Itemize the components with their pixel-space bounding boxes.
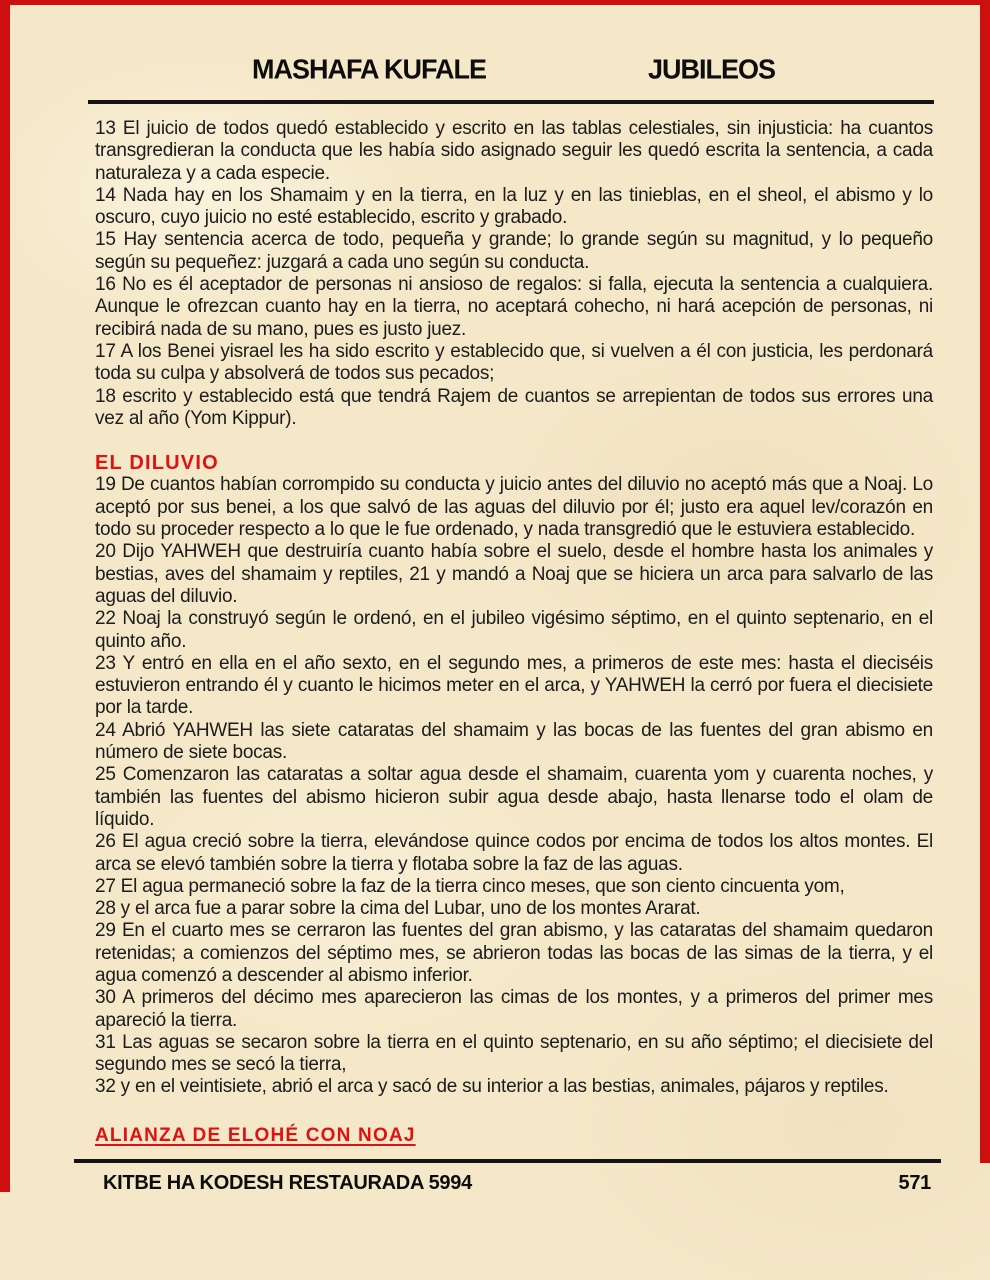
footer-rule: [74, 1159, 941, 1163]
verse-22: 22 Noaj la construyó según le ordenó, en el jubileo vigésimo séptimo, en el quinto septenario, en el quinto año.: [95, 608, 933, 652]
page-number: 571: [898, 1172, 931, 1195]
verse-14: 14 Nada hay en los Shamaim y en la tierra, en la luz y en las tinieblas, en el sheol, el abismo y lo oscuro, cuyo juicio no esté establecido, escrito y grabado.: [95, 184, 933, 229]
verse-32: 32 y en el veintisiete, abrió el arca y sacó de su interior a las bestias, animales, pájaros y reptiles.: [95, 1076, 889, 1098]
section-heading-flood: EL DILUVIO: [95, 452, 219, 475]
verse-18: 18 escrito y establecido está que tendrá Rajem de cuantos se arrepientan de todos sus errores una vez al año (Yom Kippur).: [95, 385, 933, 429]
page-footer: [95, 1172, 933, 1195]
verse-28: 28 y el arca fue a parar sobre la cima del Lubar, uno de los montes Ararat.: [95, 898, 701, 920]
verse-16: 16 No es él aceptador de personas ni ansioso de regalos: si falla, ejecuta la sentencia a cualquiera. Aunque le ofrezcan cuanto hay en la tierra, no aceptará cohecho, ni hará acepción de personas, ni recibirá nada de su mano, pues es justo juez.: [95, 274, 933, 340]
verse-23: 23 Y entró en ella en el año sexto, en el segundo mes, a primeros de este mes: hasta el dieciséis estuvieron entrando él y cuanto le hicimos meter en el arca, y YAHWEH la cerró por fuera el diecisiete por la tarde.: [95, 652, 933, 719]
verse-30: 30 A primeros del décimo mes aparecieron las cimas de los montes, y a primeros del primer mes apareció la tierra.: [95, 987, 933, 1031]
verse-15: 15 Hay sentencia acerca de todo, pequeña y grande; lo grande según su magnitud, y lo pequeño según su pequeñez: juzgará a cada uno según su conducta.: [95, 229, 933, 273]
verse-13: 13 El juicio de todos quedó establecido y escrito en las tablas celestiales, sin injusticia: ha cuantos transgredieran la conducta que les había sido asignado seguir les quedó escrita la sentencia, a cada naturaleza y a cada especie.: [95, 118, 933, 184]
verse-29: 29 En el cuarto mes se cerraron las fuentes del gran abismo, y las cataratas del shamaim quedaron retenidas; a comienzos del séptimo mes, se abrieron todas las bocas de las simas de la tierra, y el agua comenzó a descender al abismo inferior.: [95, 920, 933, 986]
verse-27: 27 El agua permaneció sobre la faz de la tierra cinco meses, que son ciento cincuenta yom,: [95, 875, 845, 897]
verse-31: 31 Las aguas se secaron sobre la tierra en el quinto septenario, en su año séptimo; el diecisiete del segundo mes se secó la tierra,: [95, 1031, 933, 1076]
verse-24: 24 Abrió YAHWEH las siete cataratas del shamaim y las bocas de las fuentes del gran abismo en número de siete bocas.: [95, 719, 933, 764]
verse-25: 25 Comenzaron las cataratas a soltar agua desde el shamaim, cuarenta yom y cuarenta noches, y también las fuentes del abismo hicieron subir agua desde abajo, hasta llenarse todo el olam de líquido.: [95, 764, 933, 830]
verse-26: 26 El agua creció sobre la tierra, elevándose quince codos por encima de todos los altos montes. El arca se elevó también sobre la tierra y flotaba sobre la faz de las aguas.: [95, 831, 933, 875]
footer-book-title: KITBE HA KODESH RESTAURADA 5994: [103, 1172, 472, 1195]
page-border-left: [0, 0, 10, 1192]
header-title-right: JUBILEOS: [648, 53, 776, 85]
page-content: [95, 0, 933, 1195]
page-header: [95, 0, 933, 104]
header-rule: [88, 100, 934, 104]
body-text: [95, 118, 933, 1147]
header-title-left: MASHAFA KUFALE: [252, 53, 486, 85]
page-border-right: [980, 0, 990, 1163]
verse-20-21: 20 Dijo YAHWEH que destruiría cuanto había sobre el suelo, desde el hombre hasta los animales y bestias, aves del shamaim y reptiles, 21 y mandó a Noaj que se hiciera un arca para salvarlo de las aguas del diluvio.: [95, 541, 933, 607]
verse-17: 17 A los Benei yisrael les ha sido escrito y establecido que, si vuelven a él con justicia, les perdonará toda su culpa y absolverá de todos sus pecados;: [95, 340, 933, 385]
section-heading-covenant: ALIANZA DE ELOHÉ CON NOAJ: [95, 1124, 416, 1146]
verse-19: 19 De cuantos habían corrompido su conducta y juicio antes del diluvio no aceptó más que a Noaj. Lo aceptó por sus benei, a los que salvó de las aguas del diluvio por él; justo era aquel lev/corazón en todo su proceder respecto a lo que le fue ordenado, y nada transgredió que le estuviera establecido.: [95, 474, 933, 541]
